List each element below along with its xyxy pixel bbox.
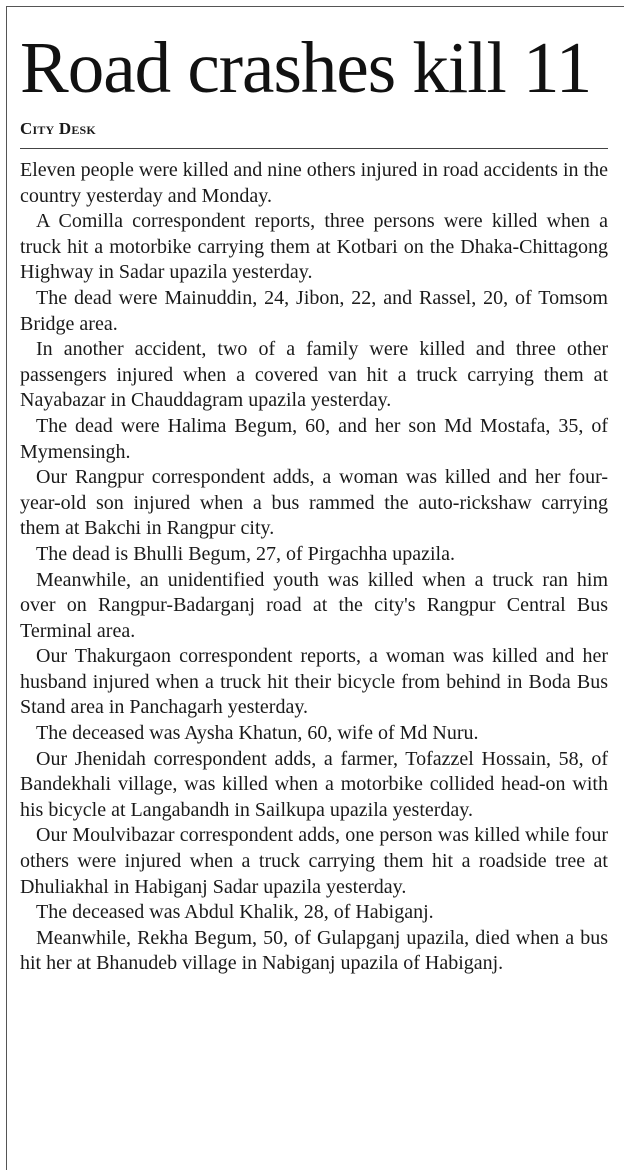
- paragraph: The deceased was Aysha Khatun, 60, wife of Md Nuru.: [36, 722, 479, 745]
- paragraph: The dead were Mainuddin, 24, Jibon, 22, and Rassel, 20, of Tomsom Bridge area.: [20, 286, 608, 335]
- paragraph: Our Jhenidah correspondent adds, a farmer, Tofazzel Hossain, 58, of Bandekhali village, was killed when a motorbike collided head-on with his bicycle at Langabandh in Sailkupa upazila yesterday.: [20, 747, 608, 821]
- paragraph: Our Moulvibazar correspondent adds, one person was killed while four others were injured when a truck carrying them hit a roadside tree at Dhuliakhal in Habiganj Sadar upazila yesterday.: [20, 824, 608, 898]
- paragraph: The dead is Bhulli Begum, 27, of Pirgachha upazila.: [36, 542, 455, 565]
- byline-divider: [20, 148, 608, 149]
- paragraph: The dead were Halima Begum, 60, and her son Md Mostafa, 35, of Mymensingh.: [20, 414, 608, 463]
- paragraph: In another accident, two of a family were killed and three other passengers injured when a covered van hit a truck carrying them at Nayabazar in Chauddagram upazila yesterday.: [20, 338, 608, 412]
- paragraph: Our Thakurgaon correspondent reports, a woman was killed and her husband injured when a truck hit their bicycle from behind in Boda Bus Stand area in Panchagarh yesterday.: [20, 645, 608, 719]
- article-body: [20, 158, 608, 977]
- paragraph: Meanwhile, Rekha Begum, 50, of Gulapganj upazila, died when a bus hit her at Bhanudeb village in Nabiganj upazila of Habiganj.: [20, 926, 608, 975]
- paragraph: Meanwhile, an unidentified youth was killed when a truck ran him over on Rangpur-Badarganj road at the city's Rangpur Central Bus Terminal area.: [20, 568, 608, 642]
- headline: Road crashes kill 11: [20, 27, 592, 108]
- paragraph: The deceased was Abdul Khalik, 28, of Habiganj.: [36, 901, 434, 924]
- paragraph: Our Rangpur correspondent adds, a woman was killed and her four-year-old son injured when a bus rammed the auto-rickshaw carrying them at Bakchi in Rangpur city.: [20, 466, 608, 540]
- paragraph: Eleven people were killed and nine others injured in road accidents in the country yesterday and Monday.: [20, 159, 608, 207]
- paragraph: A Comilla correspondent reports, three persons were killed when a truck hit a motorbike carrying them at Kotbari on the Dhaka-Chittagong Highway in Sadar upazila yesterday.: [20, 210, 608, 284]
- byline: City Desk: [20, 119, 96, 138]
- left-border-rule: [6, 6, 7, 1170]
- top-border-rule: [6, 6, 624, 7]
